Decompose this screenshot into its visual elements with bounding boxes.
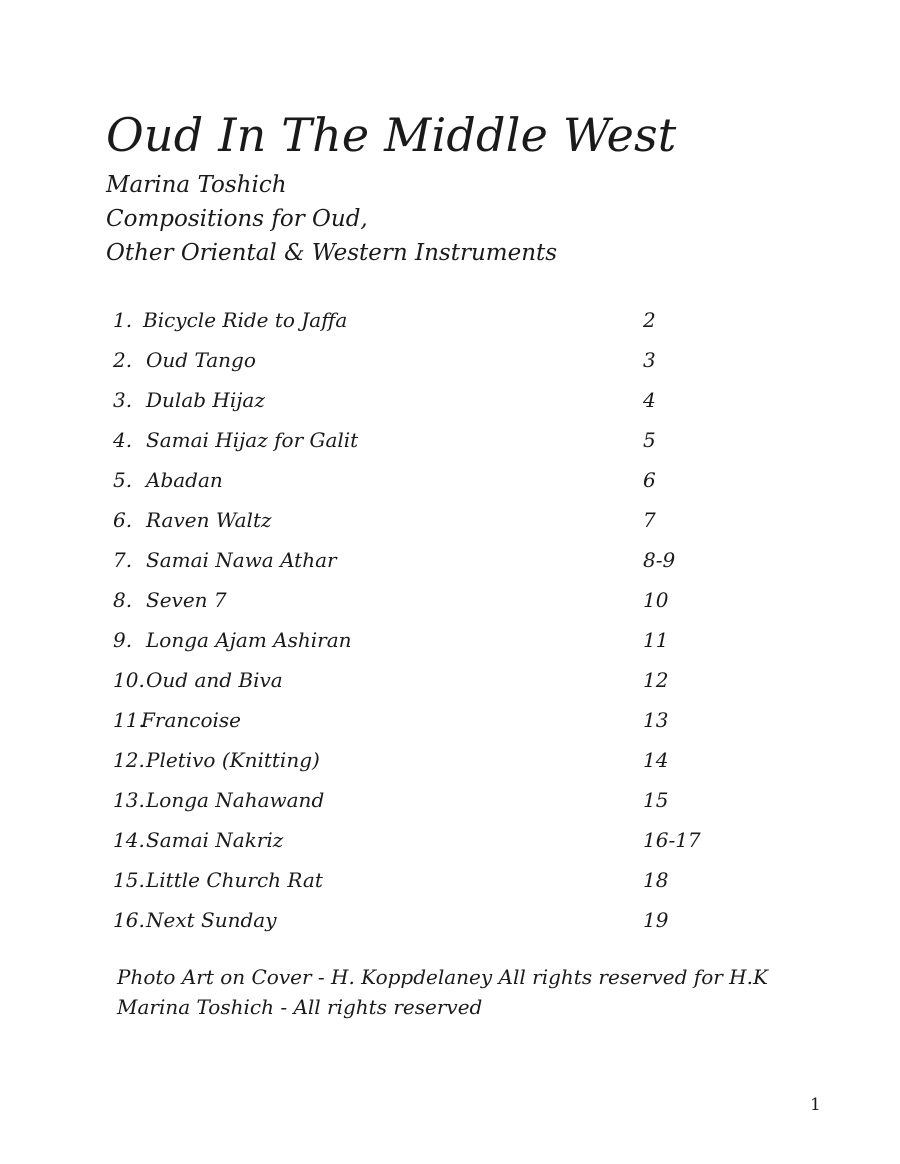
toc-number: 13. [113, 788, 145, 812]
toc-page: 4 [643, 388, 656, 412]
toc-title: Dulab Hijaz [146, 388, 265, 412]
toc-title: Oud and Biva [146, 668, 283, 692]
page-number: 1 [810, 1095, 821, 1115]
toc-number: 2. [113, 348, 133, 372]
toc-number: 11. [113, 708, 145, 732]
toc-entry [113, 664, 733, 704]
toc-page: 6 [643, 468, 656, 492]
toc-page: 7 [643, 508, 656, 532]
toc-entry [113, 824, 733, 864]
toc-number: 8. [113, 588, 133, 612]
toc-number: 7. [113, 548, 133, 572]
toc-number: 15. [113, 868, 145, 892]
toc-title: Little Church Rat [146, 868, 323, 892]
photo-credit: Photo Art on Cover - H. Koppdelaney All rights reserved for H.K [117, 965, 768, 989]
toc-entry [113, 704, 733, 744]
toc-page: 8-9 [643, 548, 676, 572]
toc-entry [113, 904, 733, 944]
toc-entry [113, 864, 733, 904]
toc-page: 2 [643, 308, 656, 332]
toc-title: Oud Tango [146, 348, 256, 372]
toc-page: 19 [643, 908, 669, 932]
toc-page: 16-17 [643, 828, 701, 852]
toc-entry [113, 384, 733, 424]
toc-entry [113, 784, 733, 824]
table-of-contents [113, 304, 733, 944]
toc-number: 3. [113, 388, 133, 412]
subtitle-line: Other Oriental & Western Instruments [106, 240, 558, 266]
toc-title: Raven Waltz [146, 508, 272, 532]
composer-name: Marina Toshich [106, 172, 287, 198]
toc-title: Bicycle Ride to Jaffa [143, 308, 348, 332]
toc-title: Samai Hijaz for Galit [146, 428, 359, 452]
toc-page: 13 [643, 708, 669, 732]
toc-page: 11 [643, 628, 669, 652]
toc-entry [113, 584, 733, 624]
toc-entry [113, 624, 733, 664]
toc-number: 4. [113, 428, 133, 452]
toc-title: Longa Ajam Ashiran [146, 628, 352, 652]
toc-page: 3 [643, 348, 656, 372]
toc-page: 18 [643, 868, 669, 892]
toc-number: 16. [113, 908, 145, 932]
copyright-notice: Marina Toshich - All rights reserved [117, 995, 483, 1019]
toc-page: 15 [643, 788, 669, 812]
toc-entry [113, 464, 733, 504]
toc-title: Samai Nawa Athar [146, 548, 337, 572]
toc-entry [113, 744, 733, 784]
toc-title: Next Sunday [146, 908, 277, 932]
toc-title: Seven 7 [146, 588, 227, 612]
toc-number: 1. [113, 308, 133, 332]
toc-number: 6. [113, 508, 133, 532]
toc-entry [113, 304, 733, 344]
toc-title: Pletivo (Knitting) [146, 748, 320, 772]
toc-page: 10 [643, 588, 669, 612]
subtitle-block [106, 168, 557, 270]
toc-number: 10. [113, 668, 145, 692]
toc-entry [113, 424, 733, 464]
toc-title: Abadan [146, 468, 223, 492]
toc-number: 9. [113, 628, 133, 652]
toc-number: 5. [113, 468, 133, 492]
toc-title: Longa Nahawand [146, 788, 325, 812]
toc-number: 14. [113, 828, 145, 852]
toc-title: Samai Nakriz [146, 828, 284, 852]
toc-page: 12 [643, 668, 669, 692]
toc-entry [113, 544, 733, 584]
toc-title: Francoise [141, 708, 241, 732]
toc-page: 5 [643, 428, 656, 452]
toc-number: 12. [113, 748, 145, 772]
subtitle-line: Compositions for Oud, [106, 206, 368, 232]
toc-entry [113, 504, 733, 544]
toc-entry [113, 344, 733, 384]
page-title: Oud In The Middle West [106, 108, 677, 162]
toc-page: 14 [643, 748, 669, 772]
credits-block [117, 962, 768, 1022]
